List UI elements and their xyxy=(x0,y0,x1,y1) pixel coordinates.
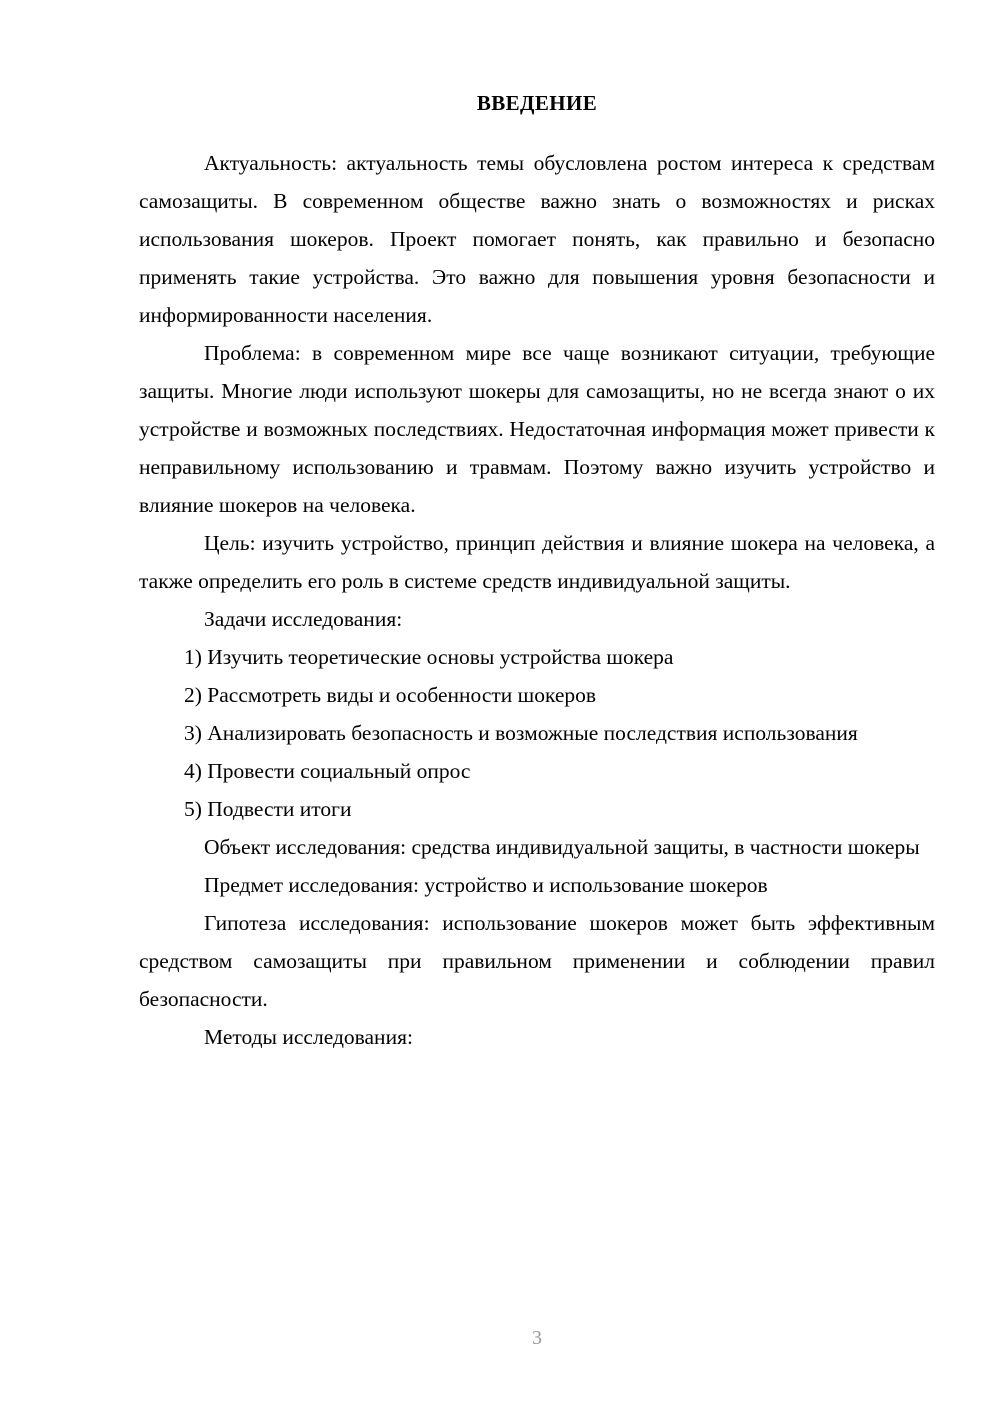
list-item-task-2: 2) Рассмотреть виды и особенности шокеров xyxy=(184,683,597,707)
list-item-task-3: 3) Анализировать безопасность и возможные последствия использования xyxy=(184,721,858,745)
paragraph-subject: Предмет исследования: устройство и использование шокеров xyxy=(204,873,768,897)
page-title: ВВЕДЕНИЕ xyxy=(476,91,598,115)
document-body xyxy=(139,88,935,1056)
paragraph-goal: Цель: изучить устройство, принцип действия и влияние шокера на человека, а также определить его роль в системе средств индивидуальной защиты. xyxy=(139,531,935,593)
list-item-task-5: 5) Подвести итоги xyxy=(184,797,352,821)
page-number-value: 3 xyxy=(532,1327,542,1349)
list-item-task-4: 4) Провести социальный опрос xyxy=(184,759,471,783)
paragraph-relevance: Актуальность: актуальность темы обусловлена ростом интереса к средствам самозащиты. В современном обществе важно знать о возможностях и рисках использования шокеров. Проект помогает понять, как правильно и безопасно применять такие устройства. Это важно для повышения уровня безопасности и информированности населения. xyxy=(139,151,935,327)
paragraph-object: Объект исследования: средства индивидуальной защиты, в частности шокеры xyxy=(204,835,920,859)
paragraph-tasks-heading: Задачи исследования: xyxy=(204,607,403,631)
paragraph-methods-heading: Методы исследования: xyxy=(204,1025,413,1049)
paragraph-hypothesis: Гипотеза исследования: использование шокеров может быть эффективным средством самозащиты при правильном применении и соблюдении правил безопасности. xyxy=(139,911,935,1011)
paragraph-problem: Проблема: в современном мире все чаще возникают ситуации, требующие защиты. Многие люди используют шокеры для самозащиты, но не всегда знают о их устройстве и возможных последствиях. Недостаточная информация может привести к неправильному использованию и травмам. Поэтому важно изучить устройство и влияние шокеров на человека. xyxy=(139,341,935,517)
list-item-task-1: 1) Изучить теоретические основы устройства шокера xyxy=(184,645,674,669)
page-number-footer xyxy=(0,1327,1000,1350)
